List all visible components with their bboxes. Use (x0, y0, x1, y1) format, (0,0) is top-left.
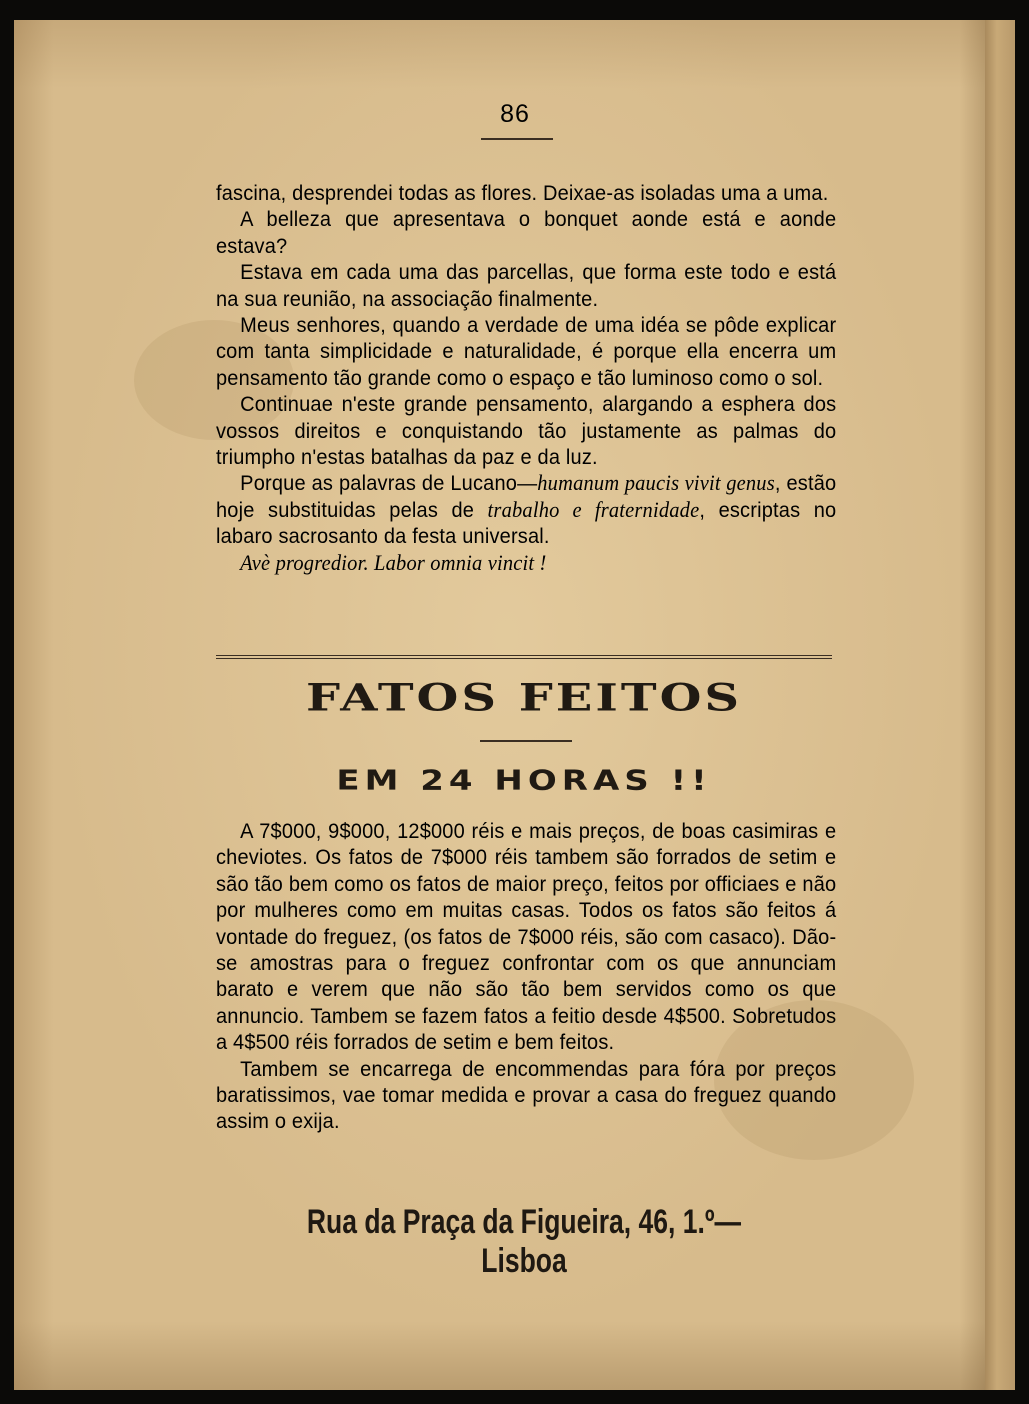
page-edge (985, 20, 1015, 1390)
page-number-rule (481, 138, 553, 140)
latin-paragraph (216, 470, 836, 549)
article-paragraph: Meus senhores, quando a verdade de uma idéa se pôde explicar com tanta simplicidade e naturalidade, é porque ella encerra um pensamento tão grande como o espaço e tão luminoso como o sol. (216, 313, 837, 390)
latin-text-after: , escriptas no labaro sacrosanto da festa universal. (216, 497, 837, 549)
motto-text: Avè progredior. Labor omnia vincit ! (240, 549, 547, 575)
section-divider (216, 655, 832, 659)
portuguese-quote: trabalho e fraternidade (487, 496, 700, 522)
ad-paragraph: Tambem se encarrega de encommendas para fóra por preços baratissimos, vae tomar medida e provar a casa do freguez quando assim o exija. (216, 1056, 837, 1134)
ad-text (216, 818, 836, 1135)
page-number: 86 (500, 100, 530, 128)
article-paragraph: fascina, desprendei todas as flores. Deixae-as isoladas uma a uma. (216, 181, 829, 205)
shop-address: Rua da Praça da Figueira, 46, 1.º—Lisboa (306, 1203, 742, 1280)
latin-quote: humanum paucis vivit genus (537, 470, 775, 496)
title-rule (480, 740, 572, 742)
article-paragraph: Estava em cada uma das parcellas, que forma este todo e está na sua reunião, na associação finalmente. (216, 260, 837, 311)
article-paragraph: Continuae n'este grande pensamento, alargando a esphera dos vossos direitos e conquistando tão justamente as palmas do triumpho n'estas batalhas da paz e da luz. (216, 392, 837, 470)
ad-title: FATOS FEITOS (305, 676, 743, 720)
article-text (216, 180, 836, 576)
latin-text-middle: , estão hoje substituidas pelas de (216, 471, 837, 522)
article-paragraph: A belleza que apresentava o bonquet aonde está e aonde estava? (216, 207, 837, 258)
latin-text-before: Porque as palavras de Lucano— (240, 471, 538, 496)
ad-subtitle: EM 24 HORAS !! (336, 764, 712, 797)
motto (216, 550, 836, 576)
ad-paragraph: A 7$000, 9$000, 12$000 réis e mais preços, de boas casimiras e cheviotes. Os fatos de 7$000 réis tambem são forrados de setim e são tão bem como os fatos de maior preço, feitos por officiaes e não por mulheres como em muitas casas. Todos os fatos são feitos á vontade do freguez, (os fatos de 7$000 réis, são com casaco). Dão-se amostras para o freguez confrontar com os que annunciam barato e verem que não são tão bem servidos como os que annuncio. Tambem se fazem fatos a feitio desde 4$500. Sobretudos a 4$500 réis forrados de setim e bem feitos. (216, 819, 837, 1055)
